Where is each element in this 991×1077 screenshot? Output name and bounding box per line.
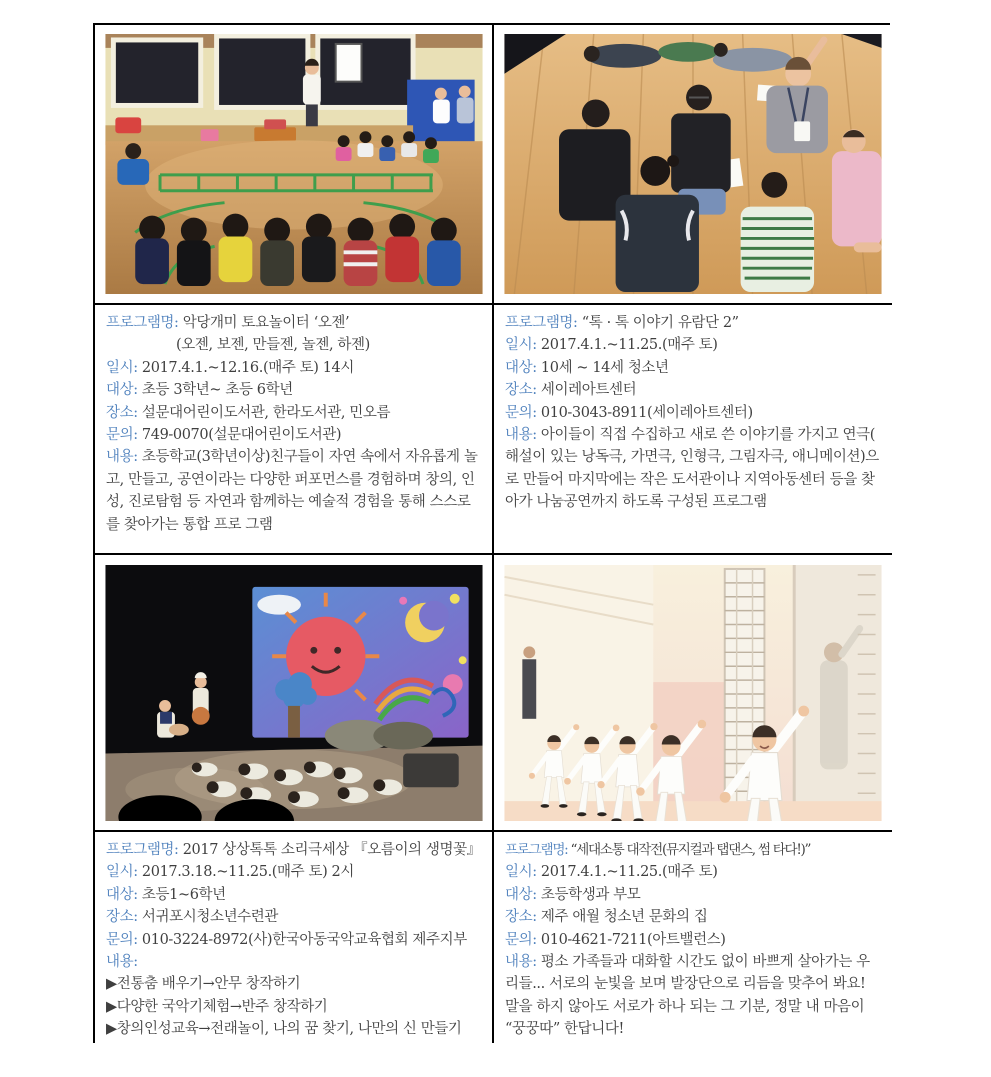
field-value: 2017.4.1.~11.25.(매주 토)	[540, 337, 718, 354]
field-label: 장소:	[106, 909, 142, 926]
program-info-2	[494, 305, 892, 555]
program-field-line	[106, 334, 482, 356]
field-label: 일시:	[505, 864, 541, 881]
field-value: “톡 · 톡 이야기 유람단 2”	[581, 315, 739, 331]
program-field-line	[505, 906, 882, 928]
photo-cell-3	[95, 555, 494, 832]
photo-cell-1	[95, 25, 494, 305]
field-label: 내용:	[106, 954, 138, 971]
field-value: 제주 애월 청소년 문화의 집	[540, 909, 708, 926]
program-field-line	[106, 446, 482, 536]
field-label: 장소:	[106, 404, 142, 421]
program-field-line	[505, 312, 882, 334]
program-field-line	[505, 357, 882, 379]
field-value: 초등학교(3학년이상)친구들이 자연 속에서 자유롭게 놀고, 만들고, 공연이라는 다양한 퍼포먼스를 경험하며 창의, 인성, 진로탐험 등 자연과 함께하는 예술적 경험을 통해 스스로를 찾아가는 통합 프로 그램	[106, 449, 478, 533]
field-label: 장소:	[505, 909, 541, 926]
field-value: 악당개미 토요놀이터 ‘오젠’	[182, 315, 350, 331]
field-value: 초등 3학년~ 초등 6학년	[141, 382, 293, 399]
field-label: 프로그램명:	[505, 842, 571, 858]
program-field-line	[505, 379, 882, 401]
field-value: 10세 ~ 14세 청소년	[540, 359, 669, 376]
field-value: 세이레아트센터	[540, 382, 637, 399]
field-label: 대상:	[505, 886, 541, 903]
program-field-line	[106, 402, 482, 424]
field-label: 문의:	[106, 931, 142, 948]
field-value: 749-0070(설문대어린이도서관)	[141, 427, 342, 444]
program-field-line	[106, 424, 482, 446]
program-field-line	[106, 996, 482, 1018]
program-field-line	[505, 951, 882, 1041]
program-field-line	[106, 379, 482, 401]
field-value: 2017.4.1.~11.25.(매주 토)	[540, 864, 718, 881]
program-field-line	[505, 334, 882, 356]
field-value: 평소 가족들과 대화할 시간도 없이 바쁘게 살아가는 우리들... 서로의 눈빛을 보며 발장단으로 리듬을 맞추어 봐요! 말을 하지 않아도 서로가 하나 되는 그 기분, 정말 내 마음이 “꿍꿍따” 한답니다!	[505, 954, 870, 1038]
field-value: ▶다양한 국악기체험→반주 창작하기	[106, 998, 328, 1015]
program-field-line	[505, 861, 882, 883]
program-field-line	[106, 929, 482, 951]
field-value: 010-3043-8911(세이레아트센터)	[540, 404, 753, 421]
field-value: 초등학생과 부모	[540, 886, 641, 903]
field-label: 프로그램명:	[505, 315, 582, 331]
field-label: 프로그램명:	[106, 315, 183, 331]
program-field-line	[505, 839, 882, 861]
program-field-line	[106, 951, 482, 973]
field-label: 대상:	[106, 886, 142, 903]
field-value: 설문대어린이도서관, 한라도서관, 민오름	[141, 404, 391, 421]
program-info-1	[95, 305, 494, 555]
field-label: 내용:	[505, 427, 541, 444]
program-field-line	[106, 839, 482, 861]
field-label: 문의:	[505, 931, 541, 948]
field-label: 일시:	[106, 359, 142, 376]
program-field-line	[106, 1018, 482, 1040]
field-label: 문의:	[106, 427, 142, 444]
program-field-line	[106, 312, 482, 334]
field-label: 일시:	[106, 864, 142, 881]
field-label: 문의:	[505, 404, 541, 421]
field-label: 내용:	[106, 449, 142, 466]
field-value: 서귀포시청소년수련관	[141, 909, 278, 926]
field-label: 대상:	[106, 382, 142, 399]
field-label: 프로그램명:	[106, 842, 183, 858]
photo-cell-4	[494, 555, 892, 832]
white-suit-dancers-photo	[504, 565, 882, 821]
program-field-line	[505, 929, 882, 951]
field-value: 초등1~6학년	[141, 886, 226, 903]
field-label: 일시:	[505, 337, 541, 354]
program-field-line	[106, 884, 482, 906]
field-value: 2017.4.1.~12.16.(매주 토) 14시	[141, 359, 354, 376]
program-info-4	[494, 832, 892, 1043]
program-field-line	[505, 402, 882, 424]
field-label: 내용:	[505, 954, 541, 971]
photo-cell-2	[494, 25, 892, 305]
program-field-line	[505, 424, 882, 514]
program-field-line	[505, 884, 882, 906]
program-table	[93, 23, 890, 1043]
program-field-line	[106, 861, 482, 883]
theater-stage-photo	[105, 565, 483, 821]
field-label: 대상:	[505, 359, 541, 376]
field-value: 2017 상상톡톡 소리극세상 『오름이의 생명꽃』	[182, 842, 481, 858]
children-circle-classroom-photo	[105, 34, 483, 294]
field-value: 아이들이 직접 수집하고 새로 쓴 이야기를 가지고 연극( 해설이 있는 낭독극, 가면극, 인형극, 그림자극, 애니메이션)으로 만들어 마지막에는 작은 도서관이나 지역아동센터 등을 찾아가 나눔공연까지 하도록 구성된 프로그램	[505, 427, 879, 511]
kids-gym-floor-photo	[504, 34, 882, 294]
program-field-line	[106, 906, 482, 928]
program-field-line	[106, 357, 482, 379]
field-value: “세대소통 대작전(뮤지컬과 탭댄스, 썸 타다!)”	[570, 842, 811, 858]
field-value: 010-4621-7211(아트밸런스)	[540, 931, 726, 948]
field-value: 010-3224-8972(사)한국아동국악교육협회 제주지부	[141, 931, 467, 948]
field-value: 2017.3.18.~11.25.(매주 토) 2시	[141, 864, 354, 881]
field-value: (오젠, 보젠, 만들젠, 놀젠, 하젠)	[176, 337, 370, 354]
field-value: ▶전통춤 배우기→안무 창작하기	[106, 976, 301, 993]
field-value: ▶창의인성교육→전래놀이, 나의 꿈 찾기, 나만의 신 만들기	[106, 1021, 462, 1038]
program-field-line	[106, 973, 482, 995]
field-label: 장소:	[505, 382, 541, 399]
program-info-3	[95, 832, 494, 1043]
